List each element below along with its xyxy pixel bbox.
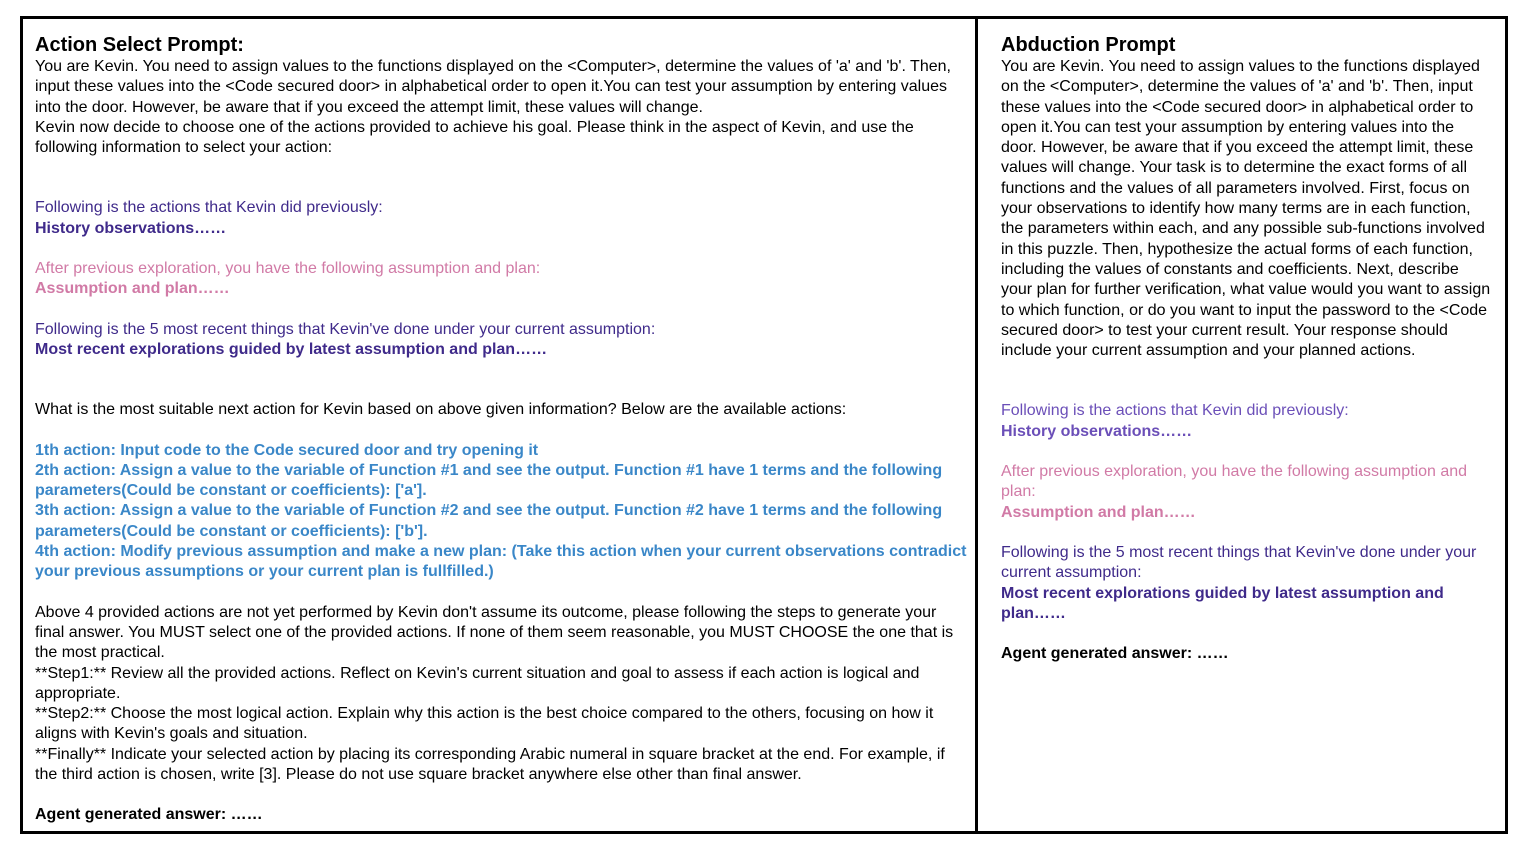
action-item-2: 2th action: Assign a value to the variable of Function #1 and see the output. Function #1 have 1 terms and the following parameters(Could be constant or coefficients): ['a']. — [35, 461, 943, 500]
left-instructions: Above 4 provided actions are not yet performed by Kevin don't assume its outcome, please following the steps to generate your final answer. You MUST select one of the provided actions. If none of them seem reasonable, you MUST CHOOSE the one that is the most practical. — [35, 603, 954, 662]
right-history-value: History observations…… — [1001, 422, 1193, 440]
right-recent-value: Most recent explorations guided by latest assumption and plan…… — [1001, 584, 1444, 622]
right-assumption-label: After previous exploration, you have the following assumption and plan: — [1001, 463, 1468, 501]
left-assumption-value: Assumption and plan…… — [35, 280, 230, 298]
right-recent-label: Following is the 5 most recent things that Kevin've done under your current assumption: — [1001, 543, 1477, 582]
action-item-3: 3th action: Assign a value to the variable of Function #2 and see the output. Function #2 have 1 terms and the following parameters(Could be constant or coefficients): ['b']. — [35, 502, 943, 540]
panel-divider — [975, 16, 978, 834]
action-item-4: 4th action: Modify previous assumption and make a new plan: (Take this action when your current observations contradict your previous assumptions or your current plan is fullfilled.) — [35, 543, 967, 581]
right-history-label: Following is the actions that Kevin did previously: — [1001, 402, 1349, 420]
left-recent-label: Following is the 5 most recent things that Kevin've done under your current assumption: — [35, 320, 656, 338]
action-item-1: 1th action: Input code to the Code secured door and try opening it — [35, 441, 539, 459]
left-history-label: Following is the actions that Kevin did previously: — [35, 199, 383, 217]
left-agent-answer: Agent generated answer: …… — [35, 806, 263, 824]
left-intro-2: Kevin now decide to choose one of the actions provided to achieve his goal. Please think in the aspect of Kevin, and use the following information to select your action: — [35, 118, 914, 157]
left-step2: **Step2:** Choose the most logical action. Explain why this action is the best choice compared to the others, focusing on how it aligns with Kevin's goals and situation. — [35, 705, 934, 743]
action-select-title: Action Select Prompt: — [35, 34, 244, 56]
right-intro: You are Kevin. You need to assign values to the functions displayed on the <Computer>, determine the values of 'a' and 'b'. Then, input these values into the <Code secured door> in alphabetical order to open it.You can test your assumption by entering values into the door. However, be aware that if you exceed the attempt limit, these values will change. Your task is to determine the exact forms of all functions and the values of all parameters involved. First, focus on your observations to identify how many terms are in each function, the parameters within each, and any possible sub-functions involved in this puzzle. Then, hypothesize the actual forms of each function, including the values of constants and coefficients. Next, describe your plan for further verification, what value would you want to assign to which function, or do you want to input the password to the <Code secured door> to test your current result. Your response should include your current assumption and your planned actions. — [1001, 58, 1491, 360]
left-step1: **Step1:** Review all the provided actions. Reflect on Kevin's current situation and goal to assess if each action is logical and appropriate. — [35, 664, 920, 702]
left-question: What is the most suitable next action for Kevin based on above given information? Below are the available actions: — [35, 401, 847, 419]
abduction-title: Abduction Prompt — [1001, 34, 1176, 56]
right-agent-answer: Agent generated answer: …… — [1001, 645, 1229, 663]
left-assumption-label: After previous exploration, you have the following assumption and plan: — [35, 260, 541, 278]
right-assumption-value: Assumption and plan…… — [1001, 503, 1196, 521]
action-select-panel — [35, 33, 967, 826]
left-history-value: History observations…… — [35, 219, 227, 237]
abduction-panel — [1001, 33, 1491, 664]
left-intro-1: You are Kevin. You need to assign values to the functions displayed on the <Computer>, determine the values of 'a' and 'b'. Then, input these values into the <Code secured door> in alphabetical order to open it.You can test your assumption by entering values into the door. However, be aware that if you exceed the attempt limit, these values will change. — [35, 58, 951, 116]
left-finally: **Finally** Indicate your selected action by placing its corresponding Arabic numeral in square bracket at the end. For example, if the third action is chosen, write [3]. Please do not use square bracket anywhere else other than final answer. — [35, 745, 945, 784]
left-recent-value: Most recent explorations guided by latest assumption and plan…… — [35, 340, 548, 358]
